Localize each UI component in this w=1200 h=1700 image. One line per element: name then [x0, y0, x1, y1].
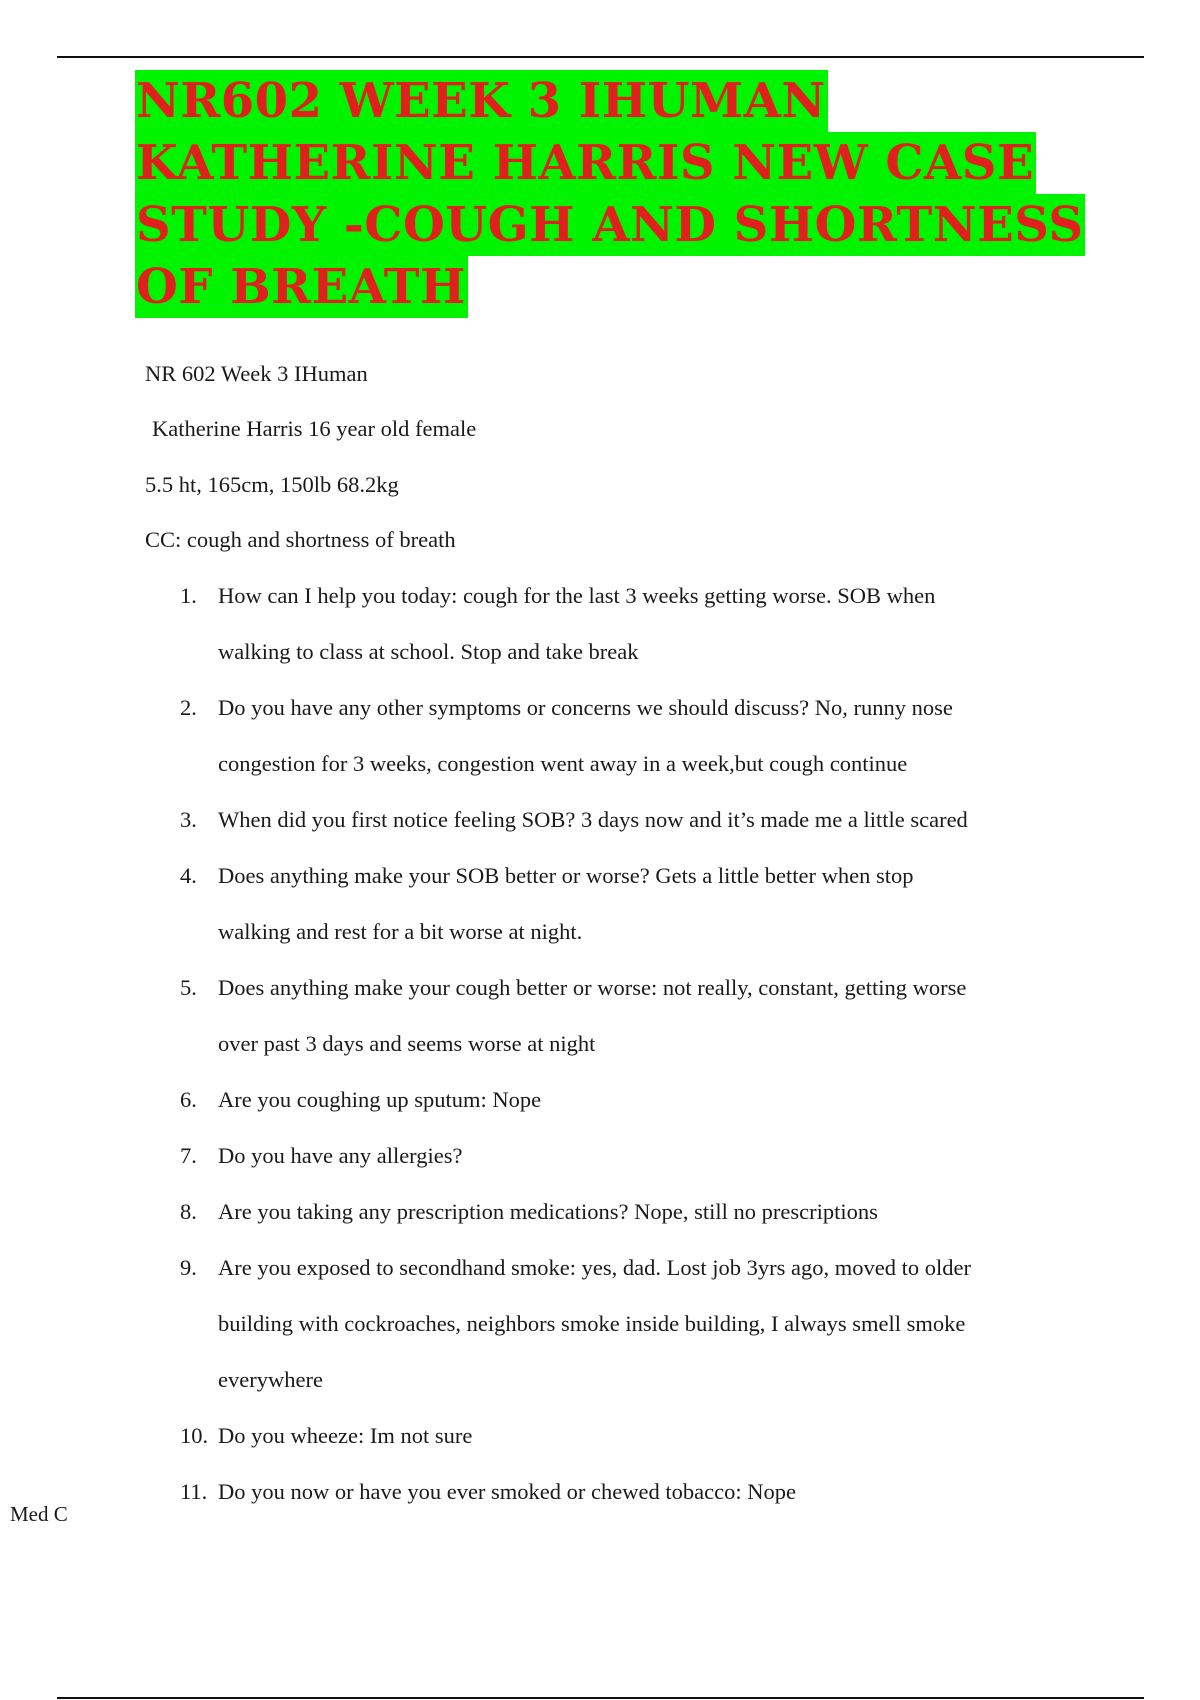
title-text: STUDY -COUGH AND SHORTNESS: [135, 194, 1085, 256]
question-number: 10.: [180, 1423, 209, 1448]
question-number: 9.: [180, 1255, 197, 1280]
question-text-line: Do you have any other symptoms or concerns we should discuss? No, runny nose: [218, 695, 953, 720]
title-text: NR602 WEEK 3 IHUMAN: [135, 70, 828, 132]
question-text-line: over past 3 days and seems worse at night: [218, 1031, 596, 1056]
question-text-line: Does anything make your cough better or worse: not really, constant, getting worse: [218, 975, 967, 1000]
bottom-rule: [57, 1697, 1144, 1699]
patient-line: Katherine Harris 16 year old female: [152, 416, 477, 441]
question-number: 1.: [180, 583, 197, 608]
document-title: [135, 70, 1135, 318]
question-text-line: When did you first notice feeling SOB? 3 days now and it’s made me a little scared: [218, 807, 968, 832]
question-number: 2.: [180, 695, 197, 720]
question-text-line: Are you taking any prescription medications? Nope, still no prescriptions: [218, 1199, 878, 1224]
question-text-line: building with cockroaches, neighbors smoke inside building, I always smell smoke: [218, 1311, 966, 1336]
question-text-line: everywhere: [218, 1367, 323, 1392]
title-line: [135, 132, 1135, 194]
question-number: 4.: [180, 863, 197, 888]
measurements-line: 5.5 ht, 165cm, 150lb 68.2kg: [145, 472, 399, 497]
question-text-line: congestion for 3 weeks, congestion went away in a week,but cough continue: [218, 751, 908, 776]
question-text-line: Does anything make your SOB better or worse? Gets a little better when stop: [218, 863, 914, 888]
question-text-line: Do you wheeze: Im not sure: [218, 1423, 473, 1448]
question-number: 5.: [180, 975, 197, 1000]
question-number: 7.: [180, 1143, 197, 1168]
title-text: OF BREATH: [135, 256, 468, 318]
question-text-line: walking and rest for a bit worse at night.: [218, 919, 583, 944]
question-number: 8.: [180, 1199, 197, 1224]
title-line: [135, 70, 1135, 132]
question-number: 11.: [180, 1479, 208, 1504]
title-line: [135, 194, 1135, 256]
course-line: NR 602 Week 3 IHuman: [145, 361, 368, 386]
top-rule: [57, 56, 1144, 58]
chief-complaint-line: CC: cough and shortness of breath: [145, 527, 456, 552]
question-text-line: How can I help you today: cough for the last 3 weeks getting worse. SOB when: [218, 583, 936, 608]
question-text-line: Are you coughing up sputum: Nope: [218, 1087, 542, 1112]
title-line: [135, 256, 1135, 318]
question-number: 6.: [180, 1087, 197, 1112]
question-text-line: Are you exposed to secondhand smoke: yes, dad. Lost job 3yrs ago, moved to older: [218, 1255, 971, 1280]
question-text-line: Do you have any allergies?: [218, 1143, 463, 1168]
question-text-line: walking to class at school. Stop and take break: [218, 639, 639, 664]
question-number: 3.: [180, 807, 197, 832]
question-text-line: Do you now or have you ever smoked or chewed tobacco: Nope: [218, 1479, 796, 1504]
footer-note: Med C: [10, 1502, 68, 1526]
title-text: KATHERINE HARRIS NEW CASE: [135, 132, 1036, 194]
